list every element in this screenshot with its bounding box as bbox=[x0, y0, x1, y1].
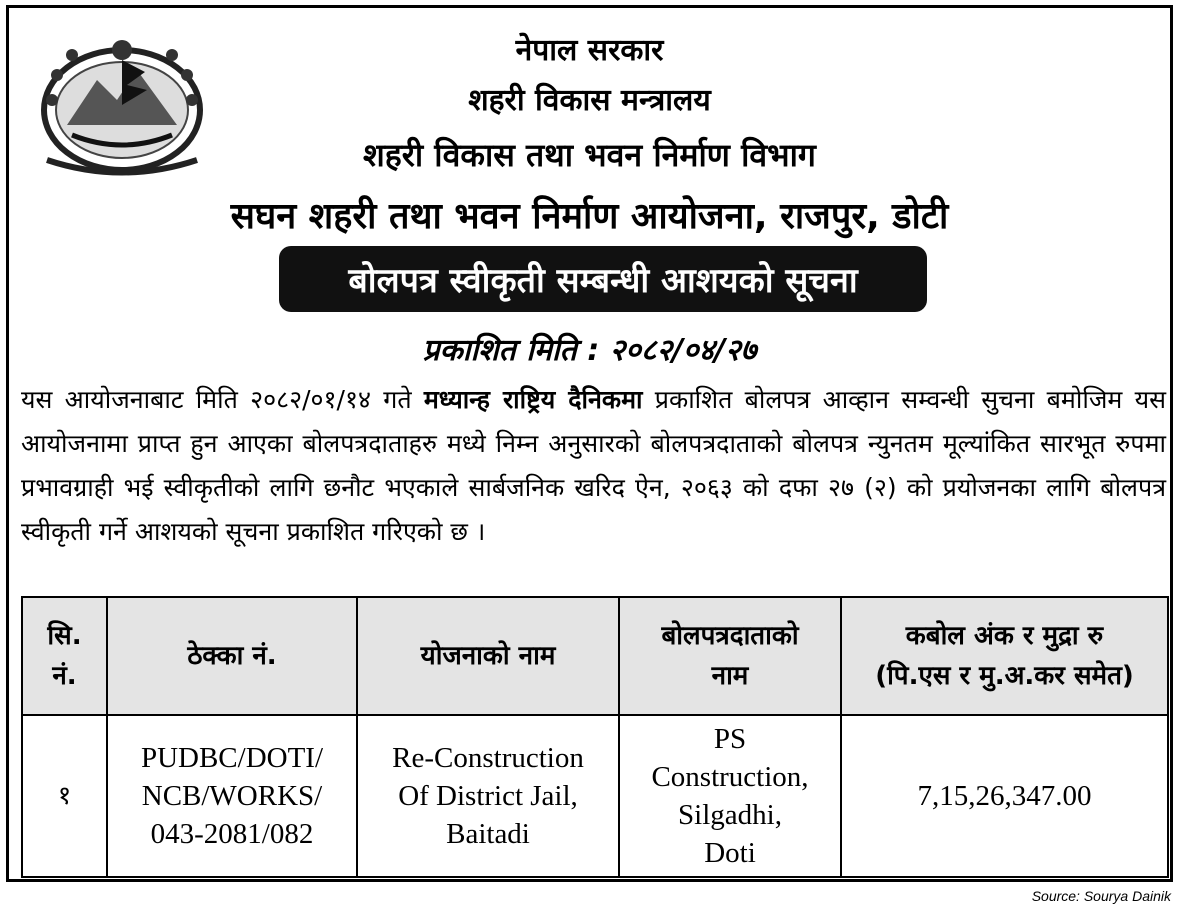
header-project-name: योजनाको नाम bbox=[357, 597, 619, 715]
table-header-row bbox=[22, 597, 1168, 715]
cell-bidder-name: PS Construction, Silgadhi, Doti bbox=[619, 715, 841, 877]
source-credit: Source: Sourya Dainik bbox=[1031, 888, 1171, 904]
bid-award-table bbox=[21, 596, 1169, 878]
project-office-name: सघन शहरी तथा भवन निर्माण आयोजना, राजपुर, डोटी bbox=[230, 196, 949, 237]
table-row bbox=[22, 715, 1168, 877]
cell-bid-amount: 7,15,26,347.00 bbox=[841, 715, 1168, 877]
published-date: प्रकाशित मिति : २०८२/०४/२७ bbox=[422, 333, 757, 368]
header-bidder-name: बोलपत्रदाताको नाम bbox=[619, 597, 841, 715]
gov-name: नेपाल सरकार bbox=[515, 33, 664, 68]
header-bid-amount: कबोल अंक र मुद्रा रु (पि.एस र मु.अ.कर समेत) bbox=[841, 597, 1168, 715]
header-serial: सि. नं. bbox=[22, 597, 107, 715]
body-part-1: यस आयोजनाबाट मिति २०८२/०१/१४ गते bbox=[21, 385, 424, 414]
notice-body bbox=[21, 378, 1166, 554]
notice-title-banner: बोलपत्र स्वीकृती सम्बन्धी आशयको सूचना bbox=[279, 246, 927, 312]
body-part-2: प्रकाशित बोलपत्र आव्हान सम्वन्धी सुचना बमोजिम यस आयोजनामा प्राप्त हुन आएका बोलपत्रदाताहरु मध्ये निम्न अनुसारको बोलपत्रदाताको बोलपत्र न्युनतम मूल्यांकित सारभूत रुपमा प्रभावग्राही भई स्वीकृतीको लागि छनौट भएकाले सार्बजनिक खरिद ऐन, २०६३ को दफा २७ (२) को प्रयोजनका लागि बोलपत्र स्वीकृती गर्ने आशयको सूचना प्रकाशित गरिएको छ । bbox=[21, 385, 1166, 546]
cell-project-name: Re-Construction Of District Jail, Baitadi bbox=[357, 715, 619, 877]
cell-serial: १ bbox=[22, 715, 107, 877]
department-name: शहरी विकास तथा भवन निर्माण विभाग bbox=[363, 136, 816, 174]
notice-frame bbox=[6, 5, 1173, 882]
header-contract-no: ठेक्का नं. bbox=[107, 597, 357, 715]
cell-contract-no: PUDBC/DOTI/ NCB/WORKS/ 043-2081/082 bbox=[107, 715, 357, 877]
ministry-name: शहरी विकास मन्त्रालय bbox=[468, 83, 711, 118]
body-newspaper-name: मध्यान्ह राष्ट्रिय दैनिकमा bbox=[423, 385, 643, 414]
